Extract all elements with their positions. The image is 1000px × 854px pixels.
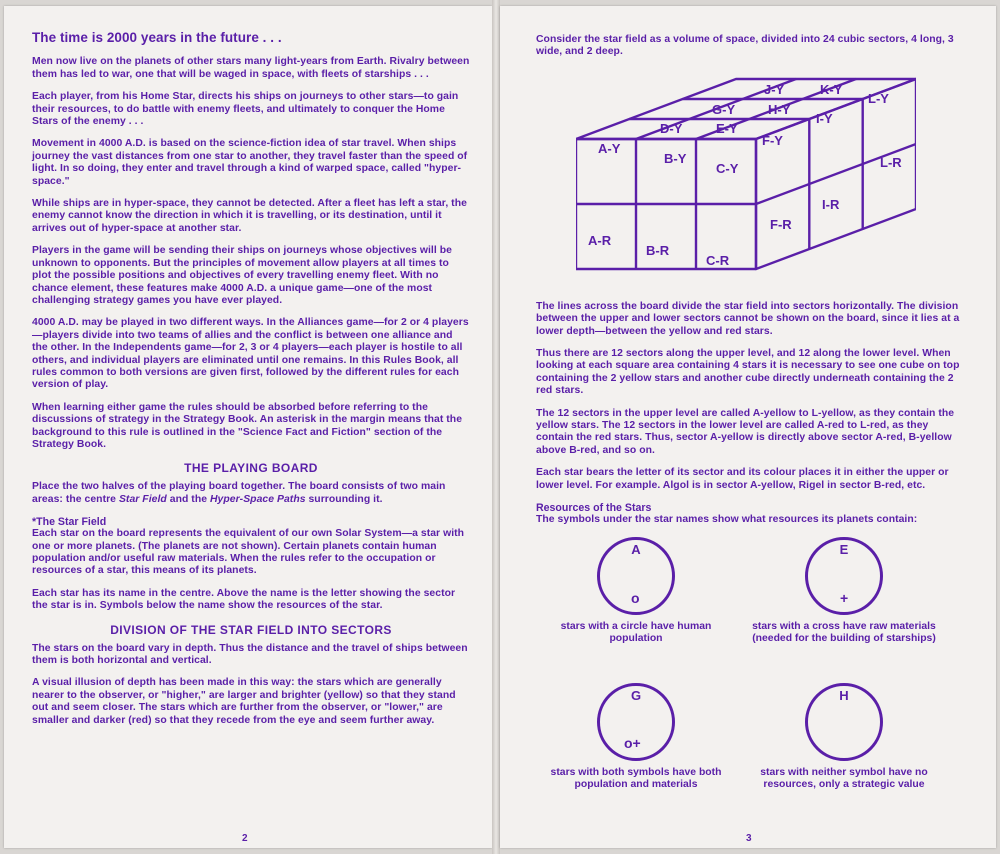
spine-fold [492, 0, 500, 854]
symbol-materials [744, 537, 944, 646]
paragraph: Each star has its name in the centre. Above the name is the letter showing the sector the star is in. Symbols below the name show the resources of the star. [32, 587, 456, 612]
sector-label: I-R [822, 196, 840, 212]
symbol-both [536, 683, 736, 792]
sector-label: F-Y [762, 132, 783, 148]
page-right [500, 6, 996, 848]
sector-label: K-Y [820, 81, 843, 97]
sector-letter: G [630, 687, 642, 703]
sector-label: B-Y [664, 150, 687, 166]
sector-label: H-Y [768, 101, 791, 117]
term-hyper-space-paths: Hyper-Space Paths [209, 493, 306, 505]
paragraph: Movement in 4000 A.D. is based on the science-fiction idea of star travel. When ships journey the vast distances from one star to another, they travel faster than the speed of light. In so doing, they enter and travel through a kind of warped space, called "hyper-space." [32, 138, 468, 187]
page-number: 2 [242, 833, 248, 844]
resources-intro: The symbols under the star names show what resources its planets contain: [536, 514, 918, 526]
star-circle-icon [597, 683, 675, 761]
sector-label: B-R [646, 242, 670, 258]
paragraph: The stars on the board vary in depth. Thus the distance and the travel of ships between them is both horizontal and vertical. [32, 642, 468, 667]
board-paragraph [32, 481, 470, 506]
sector-label: C-R [706, 252, 730, 268]
sector-label: D-Y [660, 120, 683, 136]
population-circle-icon: o [631, 589, 640, 606]
symbol-caption: stars with both symbols have both population and materials [550, 766, 722, 790]
sector-label: C-Y [716, 160, 739, 176]
paragraph: 4000 A.D. may be played in two different ways. In the Alliances game—for 2 or 4 players—players divide into two teams of allies and the conflict is between one alliance and the other. In the Independents game—for 2, 3 or 4 players—each player is hostile to all others, and individual players are eliminated until one remains. In this Rules Book, all rules common to both versions are given first, followed by the different rules for each version of play. [32, 317, 469, 391]
text-run: surrounding it. [305, 493, 383, 505]
materials-cross-icon: + [840, 589, 849, 606]
paragraph: The 12 sectors in the upper level are called A-yellow to L-yellow, as they contain the yellow stars. The 12 sectors in the lower level are called A-red to L-red, as they contain the red stars. Thus, sector A-yellow is directly above sector A-red, B-yellow above B-red, and so on. [536, 407, 955, 456]
symbol-caption: stars with neither symbol have no resources, only a strategic value [760, 766, 928, 790]
sector-letter: E [839, 541, 849, 557]
page-left [4, 6, 492, 848]
sector-label: A-R [588, 232, 612, 248]
paragraph: When learning either game the rules should be absorbed before referring to the discussions of strategy in the Strategy Book. An asterisk in the margin means that the background to this rule is outlined in the "Science Fact and Fiction" section of the Strategy Book. [32, 401, 463, 450]
paragraph: Thus there are 12 sectors along the upper level, and 12 along the lower level. When looking at each square area containing 4 stars it is necessary to see one cube on top containing the 2 yellow stars and another cube directly underneath containing the 2 red stars. [536, 348, 960, 397]
term-star-field: Star Field [118, 493, 167, 505]
symbol-caption: stars with a circle have human population [560, 620, 712, 644]
heading-division: DIVISION OF THE STAR FIELD INTO SECTORS [110, 622, 392, 637]
text-run: and the [166, 493, 210, 505]
sector-label: F-R [770, 216, 792, 232]
sector-letter: A [631, 541, 641, 557]
sector-label: I-Y [816, 110, 833, 126]
symbol-neither [744, 683, 944, 792]
page-number: 3 [746, 833, 752, 844]
paragraph: Each player, from his Home Star, directs his ships on journeys to other stars—to gain their resources, to do battle with enemy fleets, and ultimately to conquer the Home Stars of the enemy . . . [32, 91, 459, 128]
intro-paragraph: Consider the star field as a volume of space, divided into 24 cubic sectors, 4 long, 3 wide, and 2 deep. [536, 34, 954, 58]
resource-symbols [536, 537, 968, 827]
symbol-population [536, 537, 736, 646]
sector-label: L-Y [868, 90, 889, 106]
sector-label: G-Y [712, 101, 736, 117]
sector-label: E-Y [716, 120, 738, 136]
paragraph: The lines across the board divide the star field into sectors horizontally. The division between the upper and lower sectors cannot be shown on the board, since it lies at a lower depth—between the yellow and red stars. [536, 300, 960, 337]
paragraph: Each star bears the letter of its sector and its colour places it in either the upper or lower level. For example. Algol is in sector A-yellow, Rigel in sector B-red, etc. [536, 467, 949, 491]
paragraph: While ships are in hyper-space, they cannot be detected. After a fleet has left a star, the enemy cannot know the direction in which it is travelling, or its destination, until it arrives out of hyper-space at another star. [32, 198, 467, 234]
star-circle-icon [805, 683, 883, 761]
subheading-star-field: *The Star Field [32, 516, 107, 529]
sector-letter: H [839, 687, 849, 703]
resources-heading: Resources of the Stars [536, 502, 652, 515]
sector-label: L-R [880, 154, 902, 170]
sector-cube-diagram [576, 69, 916, 289]
sector-label: J-Y [764, 81, 785, 97]
sector-label: A-Y [598, 140, 621, 156]
star-circle-icon [597, 537, 675, 615]
left-content [32, 32, 470, 737]
population-materials-icon: o+ [624, 734, 641, 751]
symbol-caption: stars with a cross have raw materials (needed for the building of starships) [752, 620, 936, 644]
heading-playing-board: THE PLAYING BOARD [184, 461, 318, 476]
text-run: Place the two halves of the playing board together. The board consists of two main areas: the centre [32, 481, 446, 505]
paragraph: Players in the game will be sending their ships on journeys whose objectives will be unknown to opponents. But the principles of movement allow players at all times to plot the possible positions and objectives of every travelling enemy fleet. With no chance element, these features make 4000 A.D. a unique game—one of the most challenging strategy games you have ever played. [32, 245, 452, 306]
page-title: The time is 2000 years in the future . . . [32, 30, 282, 45]
paragraph: A visual illusion of depth has been made in this way: the stars which are generally nearer to the observer, or "higher," are larger and brighter (yellow) so that they stand out and seem closer. The stars which are further from the observer, or "lower," are smaller and darker (red) so that they recede from the eye and seem further away. [32, 677, 456, 726]
star-circle-icon [805, 537, 883, 615]
right-content [536, 34, 968, 827]
paragraph: Each star on the board represents the equivalent of our own Solar System—a star with one or more planets. (The planets are not shown). Certain planets contain human population and/or useful raw materials. When the rules refer to the occupation or resources of a star, this means of its planets. [32, 528, 465, 577]
paragraph: Men now live on the planets of other stars many light-years from Earth. Rivalry between them has led to war, one that will be waged in space, with fleets of starships . . . [32, 56, 470, 80]
